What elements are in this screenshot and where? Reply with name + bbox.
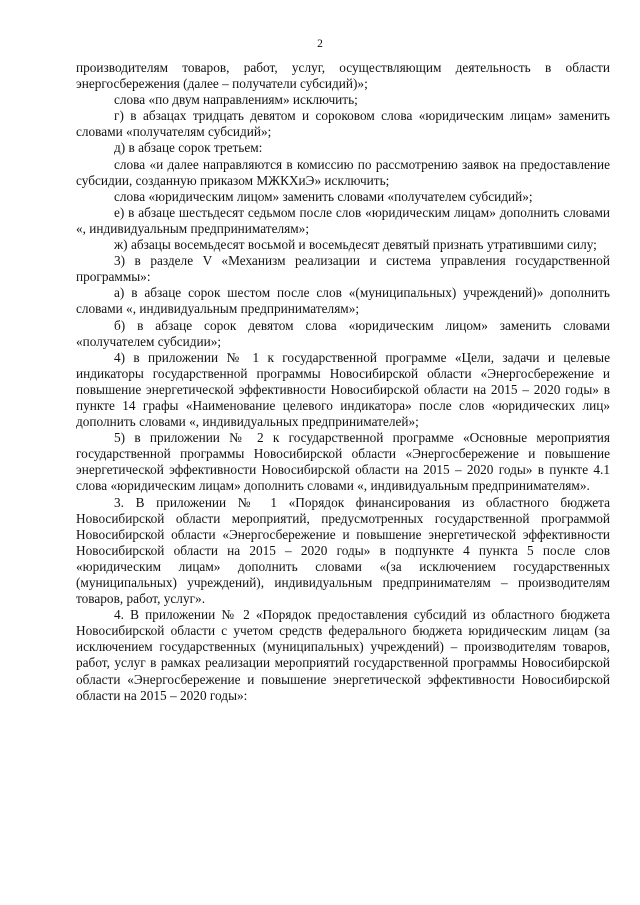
paragraph: слова «и далее направляются в комиссию по рассмотрению заявок на предоставление субсидии, созданную приказом МЖКХиЭ» исключить; — [76, 156, 610, 188]
paragraph-continuation: производителям товаров, работ, услуг, осуществляющим деятельность в области энергосбережения (далее – получатели субсидий)»; — [76, 60, 610, 92]
paragraph: д) в абзаце сорок третьем: — [114, 140, 263, 156]
paragraph: ж) абзацы восемьдесят восьмой и восемьдесят девятый признать утратившими силу; — [114, 237, 597, 253]
paragraph: 4) в приложении № 1 к государственной программе «Цели, задачи и целевые индикаторы государственной программы Новосибирской области «Энергосбережение и повышение энергетической эффективности Новосибирской области на 2015 – 2020 годы» в пункте 14 графы «Наименование целевого индикатора» после слов «юридических лиц» дополнить словами «, индивидуальных предпринимателей»; — [76, 349, 610, 430]
paragraph: 5) в приложении № 2 к государственной программе «Основные мероприятия государственной программы Новосибирской области «Энергосбережение и повышение энергетической эффективности Новосибирской области на 2015 – 2020 годы» в пункте 4.1 слова «юридическим лицам» дополнить словами «, индивидуальным предпринимателям». — [76, 430, 610, 494]
paragraph: г) в абзацах тридцать девятом и сороковом слова «юридическим лицам» заменить словами «получателям субсидий»; — [76, 108, 610, 140]
paragraph: слова «по двум направлениям» исключить; — [114, 92, 358, 108]
paragraph: б) в абзаце сорок девятом слова «юридическим лицом» заменить словами «получателем субсидии»; — [76, 317, 610, 349]
paragraph: а) в абзаце сорок шестом после слов «(муниципальных) учреждений)» дополнить словами «, индивидуальным предпринимателям»; — [76, 285, 610, 317]
paragraph: 3. В приложении № 1 «Порядок финансирования из областного бюджета Новосибирской области мероприятий, предусмотренных государственной программой Новосибирской области «Энергосбережение и повышение энергетической эффективности Новосибирской области на 2015 – 2020 годы» в подпункте 4 пункта 5 после слов «юридическим лицам» дополнить словами «(за исключением государственных (муниципальных) учреждений), индивидуальным предпринимателям – производителям товаров, работ, услуг». — [76, 494, 610, 607]
paragraph: слова «юридическим лицом» заменить словами «получателем субсидий»; — [114, 188, 533, 204]
paragraph: 4. В приложении № 2 «Порядок предоставления субсидий из областного бюджета Новосибирской области с учетом средств федерального бюджета юридическим лицам (за исключением государственных (муниципальных) учреждений) – производителям товаров, работ, услуг в рамках реализации мероприятий государственной программы Новосибирской области «Энергосбережение и повышение энергетической эффективности Новосибирской области на 2015 – 2020 годы»: — [76, 607, 610, 703]
paragraph: 3) в разделе V «Механизм реализации и система управления государственной программы»: — [76, 253, 610, 285]
page-number: 2 — [317, 38, 323, 50]
paragraph: е) в абзаце шестьдесят седьмом после слов «юридическим лицам» дополнить словами «, индивидуальным предпринимателям»; — [76, 204, 610, 236]
document-body — [76, 60, 610, 704]
